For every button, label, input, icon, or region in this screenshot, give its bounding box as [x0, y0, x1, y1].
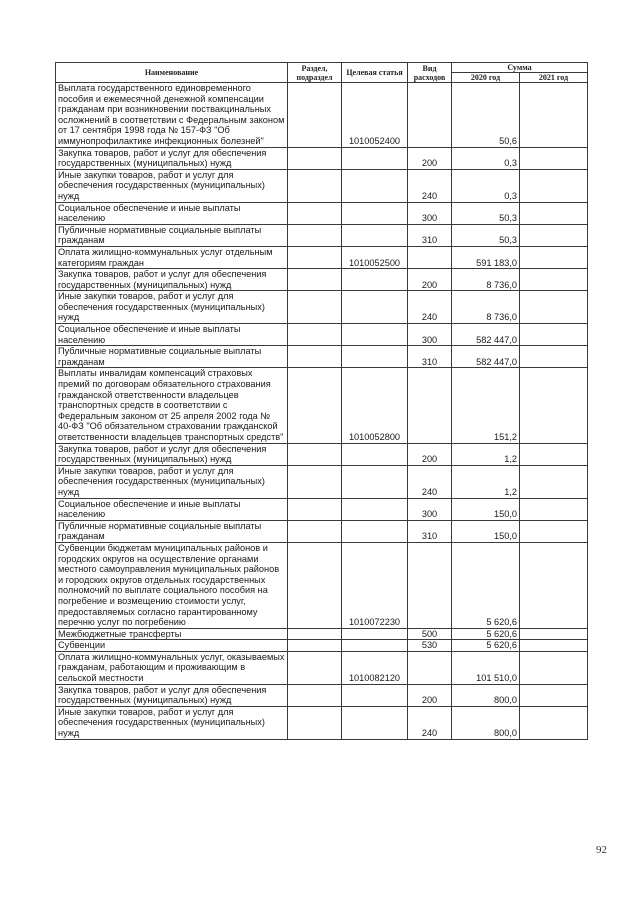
row-expense-type: 200 — [408, 147, 452, 169]
row-sum-2020: 0,3 — [452, 169, 520, 202]
row-sum-2021 — [520, 269, 588, 291]
table-row — [56, 346, 588, 368]
row-sum-2020: 5 620,6 — [452, 542, 520, 628]
row-target-article — [342, 443, 408, 465]
row-name: Иные закупки товаров, работ и услуг для обеспечения государственных (муниципальных) нужд — [56, 291, 288, 324]
row-section — [288, 498, 342, 520]
row-section — [288, 224, 342, 246]
row-sum-2021 — [520, 651, 588, 684]
header-year-2021: 2021 год — [520, 73, 588, 83]
row-section — [288, 443, 342, 465]
table-row — [56, 269, 588, 291]
row-sum-2021 — [520, 368, 588, 443]
table-row — [56, 520, 588, 542]
row-target-article — [342, 684, 408, 706]
row-name: Оплата жилищно-коммунальных услуг отдельным категориям граждан — [56, 246, 288, 268]
row-target-article — [342, 224, 408, 246]
row-section — [288, 651, 342, 684]
row-name: Иные закупки товаров, работ и услуг для обеспечения государственных (муниципальных) нужд — [56, 169, 288, 202]
header-sum: Сумма — [452, 63, 588, 73]
row-expense-type: 300 — [408, 202, 452, 224]
budget-table — [55, 62, 588, 740]
row-expense-type — [408, 542, 452, 628]
header-target: Целевая статья — [342, 63, 408, 83]
row-name: Межбюджетные трансферты — [56, 628, 288, 640]
row-expense-type: 240 — [408, 169, 452, 202]
row-sum-2020: 150,0 — [452, 520, 520, 542]
row-sum-2021 — [520, 542, 588, 628]
table-row — [56, 651, 588, 684]
row-sum-2020: 8 736,0 — [452, 269, 520, 291]
row-target-article: 1010052400 — [342, 83, 408, 148]
table-row — [56, 628, 588, 640]
row-name: Социальное обеспечение и иные выплаты населению — [56, 202, 288, 224]
row-sum-2021 — [520, 706, 588, 739]
row-section — [288, 368, 342, 443]
row-section — [288, 628, 342, 640]
row-expense-type: 200 — [408, 443, 452, 465]
row-expense-type: 200 — [408, 684, 452, 706]
table-row — [56, 465, 588, 498]
row-sum-2020: 150,0 — [452, 498, 520, 520]
row-section — [288, 147, 342, 169]
row-sum-2020: 50,3 — [452, 202, 520, 224]
row-section — [288, 169, 342, 202]
row-sum-2020: 50,6 — [452, 83, 520, 148]
table-row — [56, 706, 588, 739]
row-name: Иные закупки товаров, работ и услуг для обеспечения государственных (муниципальных) нужд — [56, 706, 288, 739]
row-target-article — [342, 169, 408, 202]
row-expense-type: 240 — [408, 706, 452, 739]
row-expense-type: 530 — [408, 640, 452, 652]
row-expense-type: 300 — [408, 498, 452, 520]
row-target-article: 1010072230 — [342, 542, 408, 628]
row-target-article — [342, 465, 408, 498]
row-section — [288, 269, 342, 291]
row-sum-2020: 800,0 — [452, 706, 520, 739]
row-section — [288, 465, 342, 498]
row-section — [288, 684, 342, 706]
row-sum-2021 — [520, 224, 588, 246]
row-section — [288, 324, 342, 346]
row-sum-2020: 151,2 — [452, 368, 520, 443]
header-section: Раздел, подраздел — [288, 63, 342, 83]
row-target-article — [342, 202, 408, 224]
row-sum-2020: 8 736,0 — [452, 291, 520, 324]
row-target-article — [342, 520, 408, 542]
row-sum-2020: 582 447,0 — [452, 346, 520, 368]
row-sum-2020: 50,3 — [452, 224, 520, 246]
row-name: Закупка товаров, работ и услуг для обеспечения государственных (муниципальных) нужд — [56, 269, 288, 291]
row-name: Публичные нормативные социальные выплаты гражданам — [56, 224, 288, 246]
row-target-article — [342, 324, 408, 346]
row-target-article — [342, 147, 408, 169]
row-sum-2021 — [520, 324, 588, 346]
row-sum-2020: 5 620,6 — [452, 628, 520, 640]
row-name: Субвенции бюджетам муниципальных районов и городских округов на осуществление органами местного самоуправления муниципальных районов и городских округов отдельных государственных полномочий по выплате социального пособия на погребение и возмещению стоимости услуг, предоставляемых согласно гарантированному перечню услуг по погребению — [56, 542, 288, 628]
table-row — [56, 291, 588, 324]
row-sum-2020: 591 183,0 — [452, 246, 520, 268]
row-section — [288, 706, 342, 739]
row-sum-2020: 800,0 — [452, 684, 520, 706]
row-sum-2020: 1,2 — [452, 443, 520, 465]
row-expense-type: 310 — [408, 346, 452, 368]
row-expense-type: 200 — [408, 269, 452, 291]
table-row — [56, 443, 588, 465]
row-section — [288, 520, 342, 542]
header-expense-type: Вид расходов — [408, 63, 452, 83]
row-name: Закупка товаров, работ и услуг для обеспечения государственных (муниципальных) нужд — [56, 443, 288, 465]
row-name: Закупка товаров, работ и услуг для обеспечения государственных (муниципальных) нужд — [56, 684, 288, 706]
row-sum-2020: 101 510,0 — [452, 651, 520, 684]
row-expense-type — [408, 83, 452, 148]
header-year-2020: 2020 год — [452, 73, 520, 83]
row-name: Выплаты инвалидам компенсаций страховых премий по договорам обязательного страхования гражданской ответственности владельцев транспортных средств в соответствии с Федеральным законом от 25 апреля 2002 года № 40-ФЗ "Об обязательном страховании гражданской ответственности владельцев транспортных средств" — [56, 368, 288, 443]
row-section — [288, 246, 342, 268]
row-name: Иные закупки товаров, работ и услуг для обеспечения государственных (муниципальных) нужд — [56, 465, 288, 498]
table-row — [56, 368, 588, 443]
row-sum-2021 — [520, 628, 588, 640]
row-target-article — [342, 640, 408, 652]
table-row — [56, 542, 588, 628]
row-sum-2021 — [520, 443, 588, 465]
row-expense-type — [408, 651, 452, 684]
row-target-article: 1010052800 — [342, 368, 408, 443]
row-expense-type: 500 — [408, 628, 452, 640]
row-expense-type: 310 — [408, 224, 452, 246]
row-sum-2021 — [520, 169, 588, 202]
row-name: Выплата государственного единовременного пособия и ежемесячной денежной компенсации гражданам при возникновении поствакцинальных осложнений в соответствии с Федеральным законом от 17 сентября 1998 года № 157-ФЗ "Об иммунопрофилактике инфекционных болезней" — [56, 83, 288, 148]
row-sum-2021 — [520, 346, 588, 368]
row-sum-2020: 5 620,6 — [452, 640, 520, 652]
row-target-article — [342, 269, 408, 291]
table-row — [56, 169, 588, 202]
row-name: Социальное обеспечение и иные выплаты населению — [56, 324, 288, 346]
row-expense-type: 310 — [408, 520, 452, 542]
table-row — [56, 640, 588, 652]
table-row — [56, 147, 588, 169]
row-name: Оплата жилищно-коммунальных услуг, оказываемых гражданам, работающим и проживающим в сельской местности — [56, 651, 288, 684]
page-number: 92 — [596, 844, 607, 856]
row-section — [288, 346, 342, 368]
row-sum-2020: 0,3 — [452, 147, 520, 169]
row-target-article — [342, 291, 408, 324]
row-sum-2021 — [520, 520, 588, 542]
row-expense-type — [408, 368, 452, 443]
table-row — [56, 498, 588, 520]
row-name: Субвенции — [56, 640, 288, 652]
row-target-article — [342, 706, 408, 739]
row-expense-type: 240 — [408, 465, 452, 498]
table-row — [56, 246, 588, 268]
row-sum-2021 — [520, 246, 588, 268]
row-sum-2021 — [520, 640, 588, 652]
row-expense-type: 300 — [408, 324, 452, 346]
row-sum-2021 — [520, 465, 588, 498]
header-name: Наименование — [56, 63, 288, 83]
row-name: Социальное обеспечение и иные выплаты населению — [56, 498, 288, 520]
row-target-article — [342, 628, 408, 640]
row-target-article — [342, 346, 408, 368]
row-expense-type: 240 — [408, 291, 452, 324]
row-section — [288, 542, 342, 628]
row-sum-2021 — [520, 498, 588, 520]
row-target-article — [342, 498, 408, 520]
row-target-article: 1010082120 — [342, 651, 408, 684]
row-sum-2020: 582 447,0 — [452, 324, 520, 346]
row-expense-type — [408, 246, 452, 268]
row-sum-2021 — [520, 684, 588, 706]
table-row — [56, 684, 588, 706]
row-sum-2021 — [520, 291, 588, 324]
table-row — [56, 202, 588, 224]
row-sum-2021 — [520, 202, 588, 224]
table-row — [56, 224, 588, 246]
row-name: Публичные нормативные социальные выплаты гражданам — [56, 520, 288, 542]
row-name: Закупка товаров, работ и услуг для обеспечения государственных (муниципальных) нужд — [56, 147, 288, 169]
table-row — [56, 324, 588, 346]
row-section — [288, 291, 342, 324]
row-sum-2020: 1,2 — [452, 465, 520, 498]
row-section — [288, 640, 342, 652]
row-target-article: 1010052500 — [342, 246, 408, 268]
row-name: Публичные нормативные социальные выплаты гражданам — [56, 346, 288, 368]
row-section — [288, 202, 342, 224]
row-sum-2021 — [520, 83, 588, 148]
table-row — [56, 83, 588, 148]
row-section — [288, 83, 342, 148]
row-sum-2021 — [520, 147, 588, 169]
